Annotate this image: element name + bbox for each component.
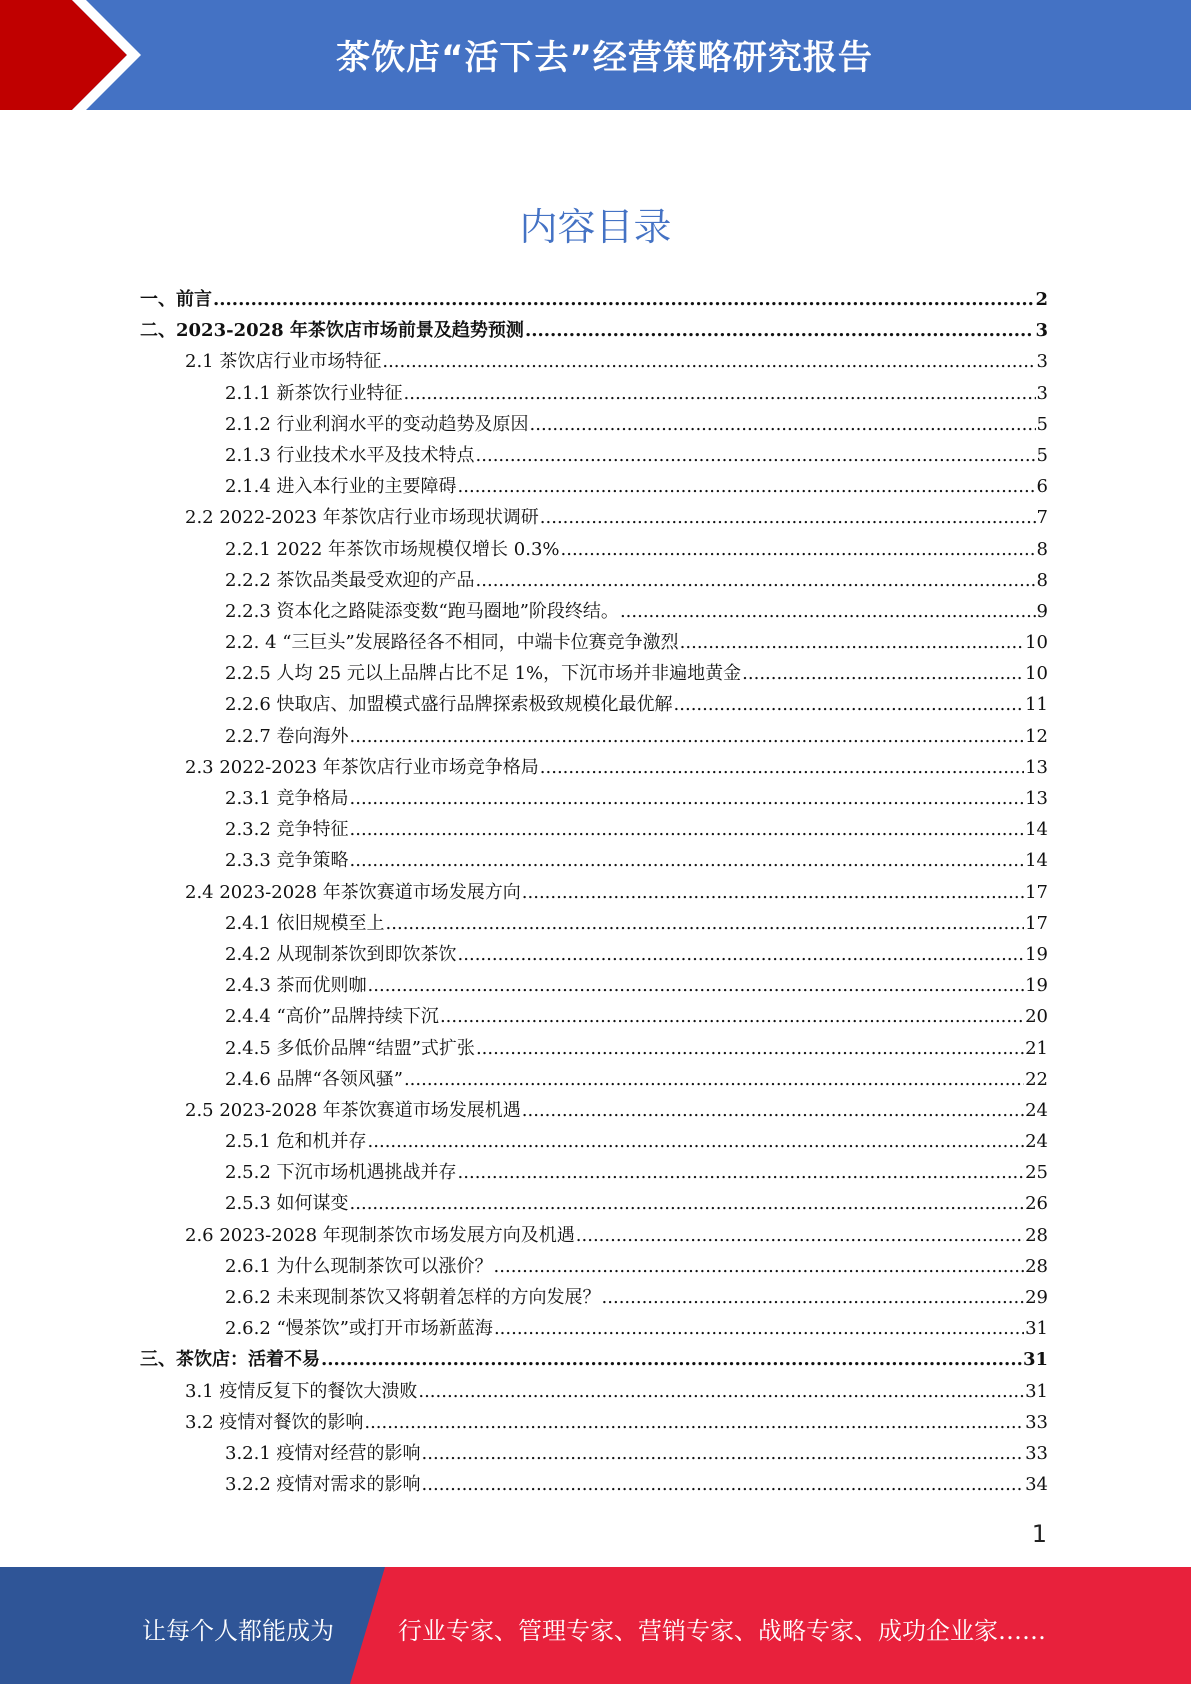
toc-entry[interactable] xyxy=(140,284,1048,315)
toc-leader-dots xyxy=(418,1376,1024,1407)
footer-slogan-left: 让每个人都能成为 xyxy=(142,1617,334,1645)
toc-entry-page: 31 xyxy=(1025,1318,1048,1340)
toc-entry-page: 31 xyxy=(1025,1380,1048,1402)
toc-entry-label: 2.6.1 为什么现制茶饮可以涨价？ xyxy=(225,1255,493,1277)
toc-entry-page: 17 xyxy=(1025,881,1048,903)
toc-entry[interactable] xyxy=(140,752,1048,783)
toc-leader-dots xyxy=(494,1313,1024,1344)
toc-leader-dots xyxy=(561,534,1036,565)
toc-leader-dots xyxy=(422,1438,1025,1469)
toc-entry[interactable] xyxy=(140,908,1048,939)
toc-entry-page: 29 xyxy=(1025,1287,1048,1308)
toc-leader-dots xyxy=(476,1033,1024,1064)
toc-entry[interactable] xyxy=(140,1220,1048,1251)
toc-leader-dots xyxy=(680,627,1024,658)
toc-entry[interactable] xyxy=(140,658,1048,689)
toc-entry-page: 13 xyxy=(1025,756,1048,778)
toc-entry[interactable] xyxy=(140,1376,1048,1407)
toc-entry[interactable] xyxy=(140,970,1048,1001)
table-of-contents xyxy=(140,284,1048,1500)
toc-leader-dots xyxy=(458,1157,1025,1188)
toc-heading: 内容目录 xyxy=(519,205,672,249)
toc-entry-label: 2.6.2 未来现制茶饮又将朝着怎样的方向发展？ xyxy=(225,1287,601,1308)
toc-entry-label: 2.2.7 卷向海外 xyxy=(225,725,349,747)
toc-leader-dots xyxy=(602,1282,1025,1313)
toc-entry-page: 31 xyxy=(1022,1349,1048,1371)
toc-leader-dots xyxy=(368,970,1025,1001)
toc-leader-dots xyxy=(404,1064,1024,1095)
toc-leader-dots xyxy=(458,939,1025,970)
toc-entry[interactable] xyxy=(140,565,1048,596)
toc-entry-page: 24 xyxy=(1025,1131,1048,1153)
toc-leader-dots xyxy=(350,1188,1025,1219)
toc-entry-label: 2.1.4 进入本行业的主要障碍 xyxy=(225,476,457,498)
toc-entry[interactable] xyxy=(140,627,1048,658)
toc-entry[interactable] xyxy=(140,534,1048,565)
toc-entry-page: 34 xyxy=(1025,1474,1048,1496)
toc-entry-label: 2.4.2 从现制茶饮到即饮茶饮 xyxy=(225,943,457,965)
toc-entry[interactable] xyxy=(140,1157,1048,1188)
toc-leader-dots xyxy=(382,346,1035,377)
toc-entry[interactable] xyxy=(140,1001,1048,1032)
toc-entry-page: 14 xyxy=(1025,819,1048,841)
toc-entry[interactable] xyxy=(140,315,1048,346)
toc-entry-label: 3.1 疫情反复下的餐饮大溃败 xyxy=(185,1380,418,1402)
toc-leader-dots xyxy=(540,752,1024,783)
toc-entry[interactable] xyxy=(140,502,1048,533)
toc-entry[interactable] xyxy=(140,1407,1048,1438)
toc-entry-page: 33 xyxy=(1025,1442,1048,1464)
toc-leader-dots xyxy=(476,440,1036,471)
toc-entry-page: 20 xyxy=(1025,1006,1048,1028)
toc-entry-label: 2.1.2 行业利润水平的变动趋势及原因 xyxy=(225,413,529,435)
toc-entry-page: 22 xyxy=(1025,1068,1048,1090)
toc-entry-page: 5 xyxy=(1036,444,1048,466)
toc-entry-page: 7 xyxy=(1036,507,1048,529)
toc-entry[interactable] xyxy=(140,1033,1048,1064)
toc-entry-label: 2.2.1 2022 年茶饮市场规模仅增长 0.3% xyxy=(225,538,560,560)
toc-entry-label: 2.6 2023-2028 年现制茶饮市场发展方向及机遇 xyxy=(185,1224,575,1246)
toc-leader-dots xyxy=(422,1469,1025,1500)
toc-entry[interactable] xyxy=(140,409,1048,440)
toc-entry-label: 2.5 2023-2028 年茶饮赛道市场发展机遇 xyxy=(185,1099,521,1121)
toc-entry-page: 13 xyxy=(1025,788,1048,809)
toc-leader-dots xyxy=(321,1344,1022,1375)
toc-entry[interactable] xyxy=(140,783,1048,814)
toc-entry[interactable] xyxy=(140,845,1048,876)
toc-entry-label: 2.4.5 多低价品牌“结盟”式扩张 xyxy=(225,1037,475,1059)
toc-entry[interactable] xyxy=(140,721,1048,752)
toc-entry-label: 3.2.2 疫情对需求的影响 xyxy=(225,1474,421,1496)
toc-entry-page: 19 xyxy=(1025,975,1048,997)
toc-entry-label: 2.2.2 茶饮品类最受欢迎的产品 xyxy=(225,569,475,591)
toc-entry-label: 2.4.4 “高价”品牌持续下沉 xyxy=(225,1006,439,1028)
toc-leader-dots xyxy=(458,471,1036,502)
toc-entry-label: 2.5.1 危和机并存 xyxy=(225,1131,367,1153)
toc-leader-dots xyxy=(350,845,1025,876)
toc-entry-page: 11 xyxy=(1025,694,1048,716)
toc-entry[interactable] xyxy=(140,814,1048,845)
toc-entry-label: 2.3.1 竞争格局 xyxy=(225,788,349,809)
toc-entry-page: 10 xyxy=(1025,663,1048,685)
page-number: 1 xyxy=(1031,1520,1047,1548)
toc-entry-page: 25 xyxy=(1025,1162,1048,1184)
toc-leader-dots xyxy=(522,877,1024,908)
toc-entry-page: 26 xyxy=(1025,1193,1048,1215)
toc-entry-label: 2.2.5 人均 25 元以上品牌占比不足 1%，下沉市场并非遍地黄金 xyxy=(225,663,742,685)
toc-entry-page: 17 xyxy=(1025,912,1048,934)
toc-entry-label: 2.5.2 下沉市场机遇挑战并存 xyxy=(225,1162,457,1184)
toc-entry-label: 2.5.3 如何谋变 xyxy=(225,1193,349,1215)
toc-entry[interactable] xyxy=(140,1126,1048,1157)
toc-entry-page: 28 xyxy=(1025,1255,1048,1277)
report-title: 茶饮店“活下去”经营策略研究报告 xyxy=(336,38,873,78)
toc-leader-dots xyxy=(576,1220,1024,1251)
toc-entry-label: 3.2 疫情对餐饮的影响 xyxy=(185,1411,364,1433)
toc-entry[interactable] xyxy=(140,378,1048,409)
toc-entry[interactable] xyxy=(140,596,1048,627)
toc-entry-label: 2.1.3 行业技术水平及技术特点 xyxy=(225,444,475,466)
toc-entry-label: 2.4 2023-2028 年茶饮赛道市场发展方向 xyxy=(185,881,521,903)
toc-entry[interactable] xyxy=(140,1188,1048,1219)
toc-entry-page: 8 xyxy=(1036,538,1048,560)
toc-entry-label: 2.4.6 品牌“各领风骚” xyxy=(225,1068,403,1090)
page-header xyxy=(0,0,1191,110)
toc-entry-page: 2 xyxy=(1035,289,1048,310)
toc-entry[interactable] xyxy=(140,471,1048,502)
toc-leader-dots xyxy=(742,658,1024,689)
toc-entry-label: 一、前言 xyxy=(140,289,212,310)
toc-entry-page: 14 xyxy=(1025,850,1048,872)
toc-entry-label: 2.4.1 依旧规模至上 xyxy=(225,912,385,934)
toc-entry-page: 10 xyxy=(1025,632,1048,654)
toc-entry-label: 2.1 茶饮店行业市场特征 xyxy=(185,351,382,373)
footer-slogan-right: 行业专家、管理专家、营销专家、战略专家、成功企业家…… xyxy=(398,1617,1046,1645)
toc-entry-page: 33 xyxy=(1025,1411,1048,1433)
toc-entry[interactable] xyxy=(140,1095,1048,1126)
toc-leader-dots xyxy=(386,908,1025,939)
toc-entry-label: 2.2.3 资本化之路陡添变数“跑马圈地”阶段终结。 xyxy=(225,600,619,622)
toc-entry-label: 2.2.6 快取店、加盟模式盛行品牌探索极致规模化最优解 xyxy=(225,694,673,716)
toc-entry[interactable] xyxy=(140,1438,1048,1469)
toc-entry[interactable] xyxy=(140,689,1048,720)
toc-leader-dots xyxy=(620,596,1036,627)
toc-entry[interactable] xyxy=(140,1469,1048,1500)
toc-leader-dots xyxy=(530,409,1036,440)
toc-entry[interactable] xyxy=(140,1313,1048,1344)
toc-entry-label: 2.2. 4 “三巨头”发展路径各不相同，中端卡位赛竞争激烈 xyxy=(225,632,679,654)
toc-leader-dots xyxy=(350,814,1025,845)
toc-entry-page: 3 xyxy=(1036,351,1048,373)
toc-entry-label: 2.3.2 竞争特征 xyxy=(225,819,349,841)
toc-entry[interactable] xyxy=(140,440,1048,471)
toc-entry-label: 二、2023-2028 年茶饮店市场前景及趋势预测 xyxy=(140,320,524,342)
toc-leader-dots xyxy=(522,1095,1024,1126)
toc-entry[interactable] xyxy=(140,1282,1048,1313)
toc-entry-label: 2.3 2022-2023 年茶饮店行业市场竞争格局 xyxy=(185,756,539,778)
toc-entry-page: 21 xyxy=(1025,1037,1048,1059)
toc-entry[interactable] xyxy=(140,1344,1048,1375)
toc-entry[interactable] xyxy=(140,346,1048,377)
toc-entry[interactable] xyxy=(140,877,1048,908)
toc-entry-label: 2.3.3 竞争策略 xyxy=(225,850,349,872)
toc-entry-label: 3.2.1 疫情对经营的影响 xyxy=(225,1442,421,1464)
toc-leader-dots xyxy=(404,378,1036,409)
toc-leader-dots xyxy=(350,721,1025,752)
toc-entry-page: 3 xyxy=(1036,382,1048,404)
toc-leader-dots xyxy=(494,1251,1025,1282)
toc-entry-label: 2.2 2022-2023 年茶饮店行业市场现状调研 xyxy=(185,507,539,529)
toc-entry-page: 8 xyxy=(1036,569,1048,591)
toc-leader-dots xyxy=(364,1407,1024,1438)
toc-entry-label: 2.4.3 茶而优则咖 xyxy=(225,975,367,997)
toc-entry-page: 5 xyxy=(1036,413,1048,435)
toc-leader-dots xyxy=(440,1001,1024,1032)
toc-entry-page: 6 xyxy=(1036,476,1048,498)
toc-leader-dots xyxy=(525,315,1035,346)
toc-entry-page: 3 xyxy=(1035,320,1048,342)
toc-entry-page: 28 xyxy=(1025,1224,1048,1246)
toc-entry-page: 24 xyxy=(1025,1099,1048,1121)
toc-entry-page: 9 xyxy=(1036,600,1048,622)
toc-leader-dots xyxy=(674,689,1025,720)
toc-leader-dots xyxy=(350,783,1025,814)
toc-entry-label: 三、茶饮店：活着不易 xyxy=(140,1349,320,1371)
toc-entry-page: 19 xyxy=(1025,943,1048,965)
toc-entry[interactable] xyxy=(140,1251,1048,1282)
toc-entry-page: 12 xyxy=(1025,725,1048,747)
page-footer xyxy=(0,1567,1191,1684)
toc-leader-dots xyxy=(213,284,1034,315)
toc-entry-label: 2.6.2 “慢茶饮”或打开市场新蓝海 xyxy=(225,1318,493,1340)
toc-entry[interactable] xyxy=(140,939,1048,970)
toc-leader-dots xyxy=(540,502,1036,533)
toc-leader-dots xyxy=(476,565,1036,596)
toc-leader-dots xyxy=(368,1126,1025,1157)
toc-entry[interactable] xyxy=(140,1064,1048,1095)
toc-entry-label: 2.1.1 新茶饮行业特征 xyxy=(225,382,403,404)
